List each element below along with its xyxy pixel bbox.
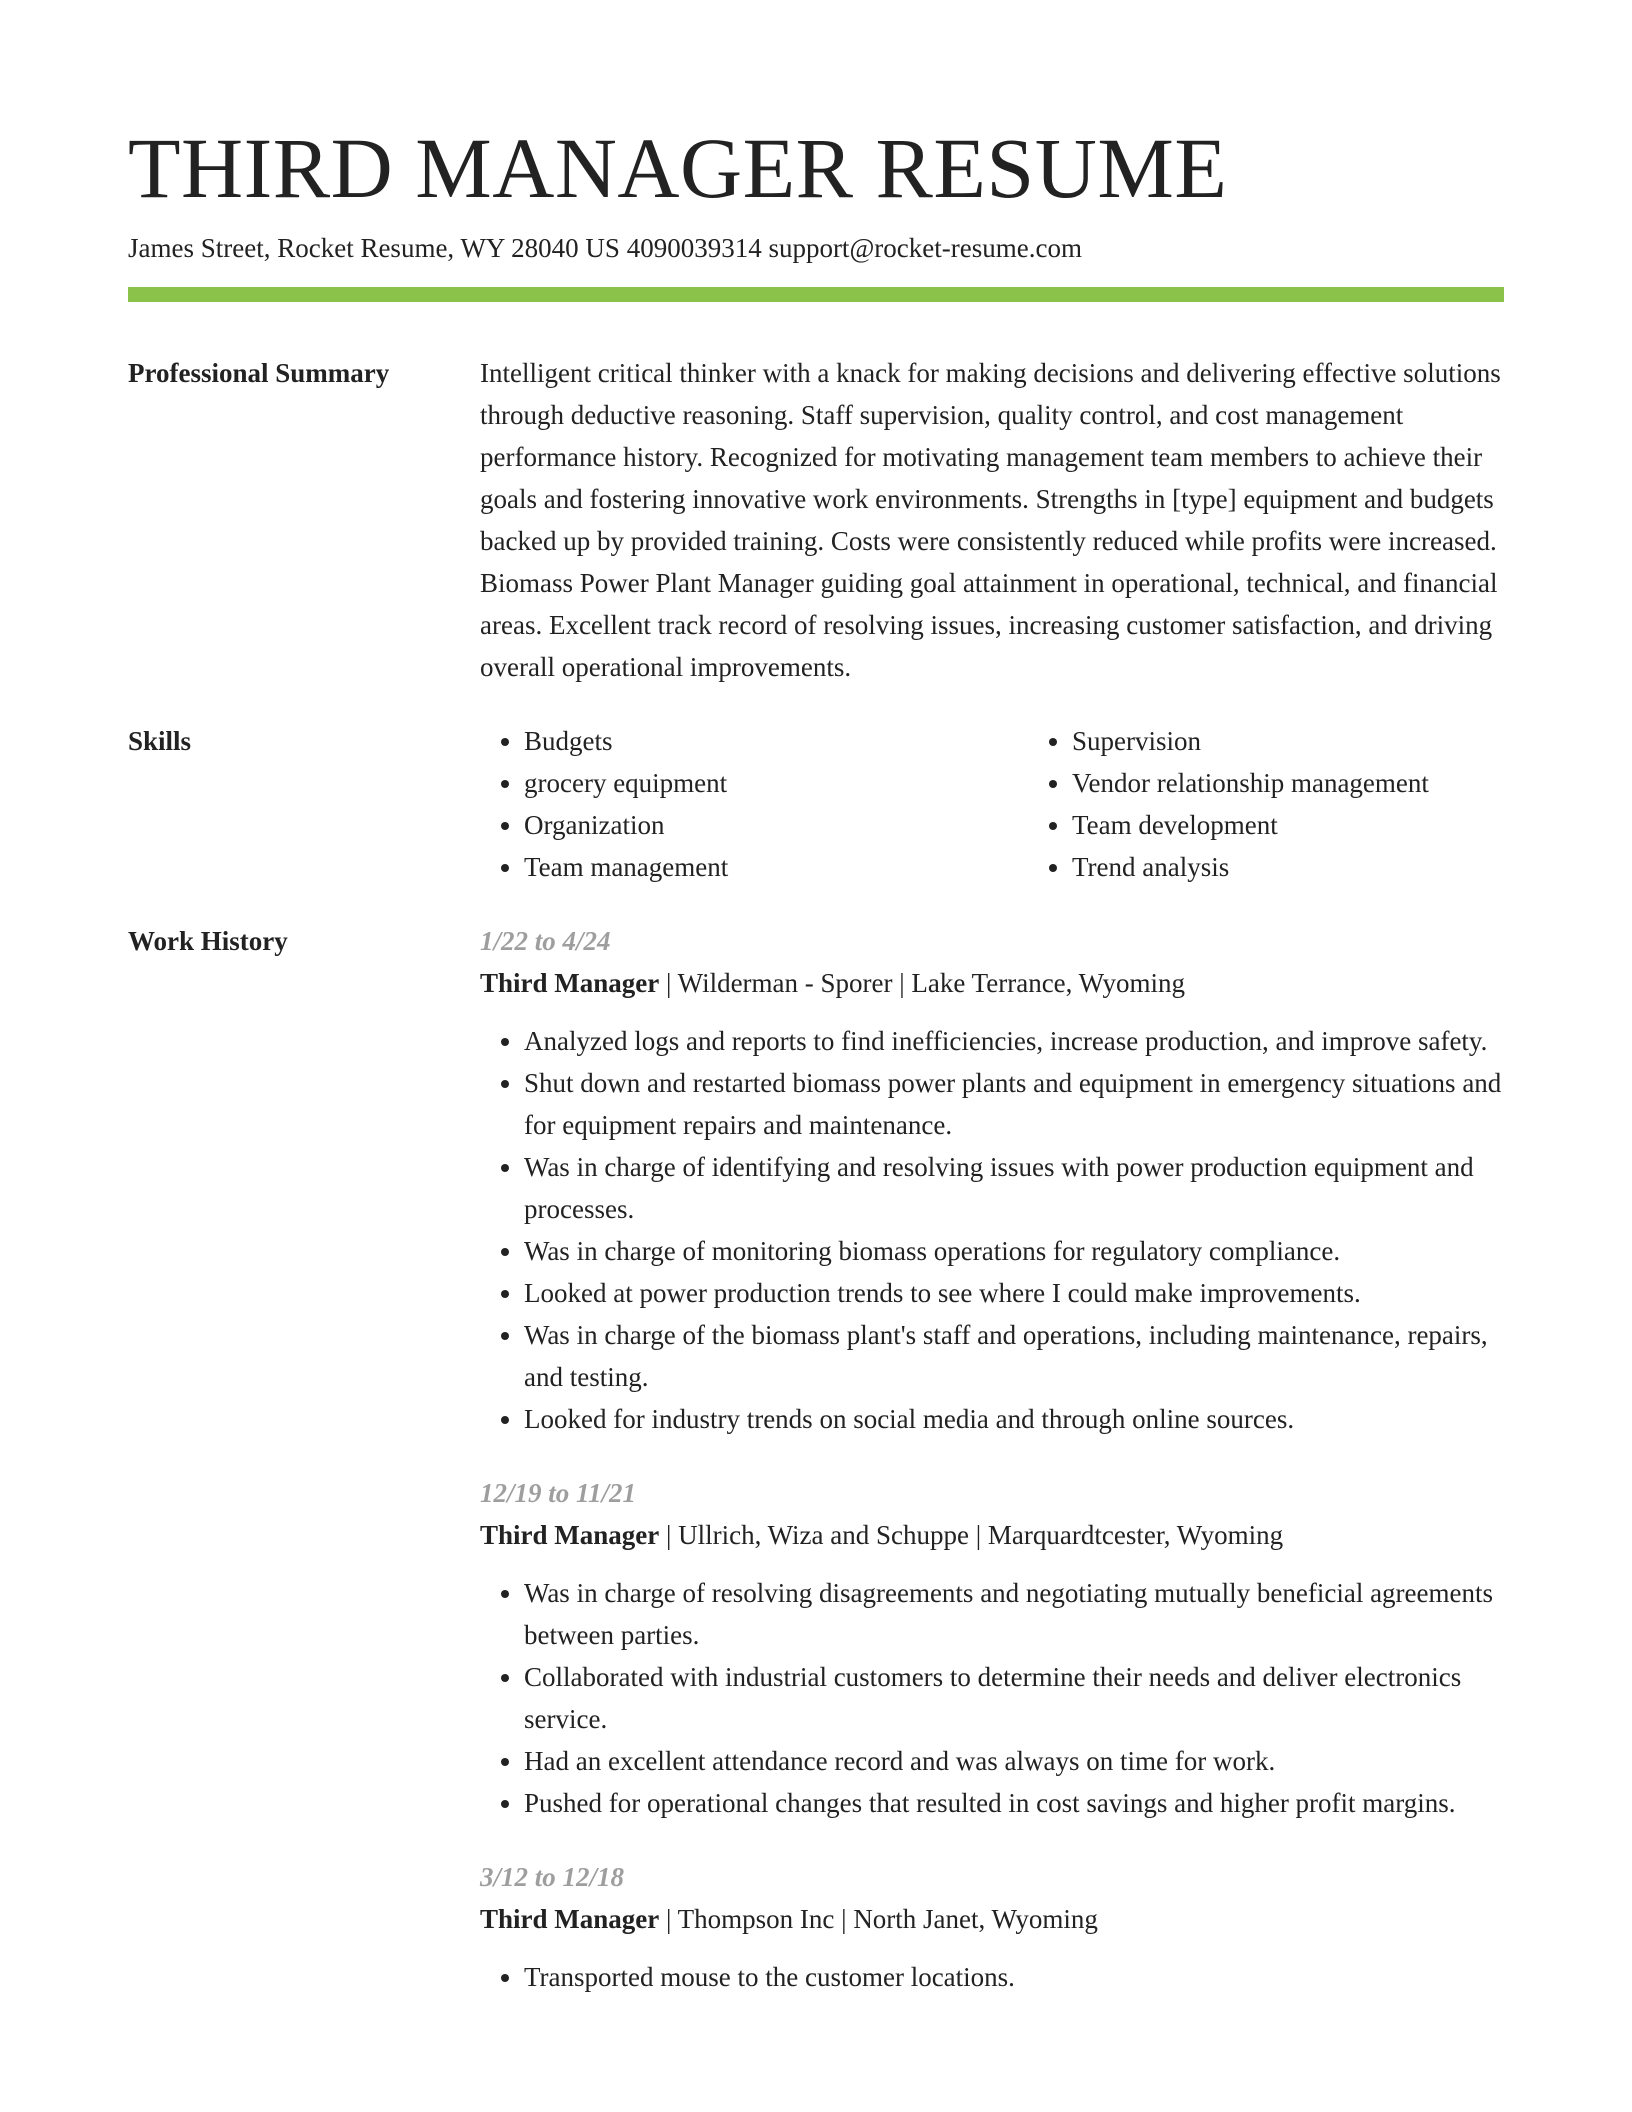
job-company: Thompson Inc [677,1904,835,1934]
contact-line [128,231,1504,265]
job-title: Third Manager [480,1520,660,1550]
skills-grid [480,720,1576,888]
job-bullets [480,1020,1504,1440]
section-label-work-history: Work History [128,926,288,956]
job-entry [480,920,1504,1440]
resume-page [128,0,1504,1998]
job-bullet: • Had an excellent attendance record and was always on time for work. [524,1740,1504,1782]
job-bullet: • Looked for industry trends on social media and through online sources. [524,1398,1504,1440]
job-dates: 1/22 to 4/24 [480,926,611,956]
skill-item: • Organization [524,804,1028,846]
job-bullets [480,1956,1504,1998]
job-bullet: • Was in charge of resolving disagreements and negotiating mutually beneficial agreements between parties. [524,1572,1504,1656]
contact-address: James Street, Rocket Resume, WY 28040 US [128,233,620,263]
job-location: North Janet, Wyoming [853,1904,1098,1934]
resume-title: THIRD MANAGER RESUME [128,120,1228,216]
skill-item: • Vendor relationship management [1072,762,1576,804]
separator: | [666,968,672,998]
job-bullet: • Looked at power production trends to see where I could make improvements. [524,1272,1504,1314]
skill-item: • Team management [524,846,1028,888]
skill-item: • Budgets [524,720,1028,762]
job-bullet: • Was in charge of the biomass plant's staff and operations, including maintenance, repairs, and testing. [524,1314,1504,1398]
job-entry [480,1472,1504,1824]
job-heading [480,962,1504,1004]
job-bullet: • Was in charge of identifying and resolving issues with power production equipment and processes. [524,1146,1504,1230]
job-bullet: • Analyzed logs and reports to find inefficiencies, increase production, and improve safety. [524,1020,1504,1062]
job-bullets [480,1572,1504,1824]
separator: | [899,968,905,998]
skills-column-left [480,720,1028,888]
skill-item: • Supervision [1072,720,1576,762]
header-divider [128,287,1504,302]
job-bullet: • Pushed for operational changes that resulted in cost savings and higher profit margins. [524,1782,1504,1824]
contact-email: support@rocket-resume.com [768,233,1082,263]
job-title: Third Manager [480,1904,660,1934]
separator: | [975,1520,982,1550]
job-entry [480,1856,1504,1998]
job-heading [480,1514,1504,1556]
job-company: Ullrich, Wiza and Schuppe [678,1520,969,1550]
job-location: Marquardtcester, Wyoming [987,1520,1284,1550]
separator: | [666,1520,672,1550]
summary-text: Intelligent critical thinker with a knack for making decisions and delivering effective solutions through deductive reasoning. Staff supervision, quality control, and cost management performance history. Recognized for motivating management team members to achieve their goals and fostering innovative work environments. Strengths in [type] equipment and budgets backed up by provided training. Costs were consistently reduced while profits were increased. Biomass Power Plant Manager guiding goal attainment in operational, technical, and financial areas. Excellent track record of resolving issues, increasing customer satisfaction, and driving overall operational improvements. [480,358,1501,682]
job-title: Third Manager [480,968,660,998]
skill-item: • Trend analysis [1072,846,1576,888]
job-bullet: • Shut down and restarted biomass power plants and equipment in emergency situations and for equipment repairs and maintenance. [524,1062,1504,1146]
job-company: Wilderman - Sporer [677,968,893,998]
skill-item: • grocery equipment [524,762,1028,804]
job-heading [480,1898,1504,1940]
job-location: Lake Terrance, Wyoming [911,968,1186,998]
section-label-skills: Skills [128,726,192,756]
job-dates: 3/12 to 12/18 [480,1862,625,1892]
separator: | [841,1904,847,1934]
job-bullet: • Collaborated with industrial customers to determine their needs and deliver electronics service. [524,1656,1504,1740]
section-label-summary: Professional Summary [128,358,390,388]
separator: | [666,1904,672,1934]
job-bullet: • Transported mouse to the customer locations. [524,1956,1504,1998]
skills-column-right [1028,720,1576,888]
work-history-section [128,920,1504,1998]
contact-phone: 4090039314 [626,233,762,263]
skills-section [128,720,1504,888]
professional-summary-section [128,352,1504,688]
skill-item: • Team development [1072,804,1576,846]
job-bullet: • Was in charge of monitoring biomass operations for regulatory compliance. [524,1230,1504,1272]
job-dates: 12/19 to 11/21 [480,1478,637,1508]
